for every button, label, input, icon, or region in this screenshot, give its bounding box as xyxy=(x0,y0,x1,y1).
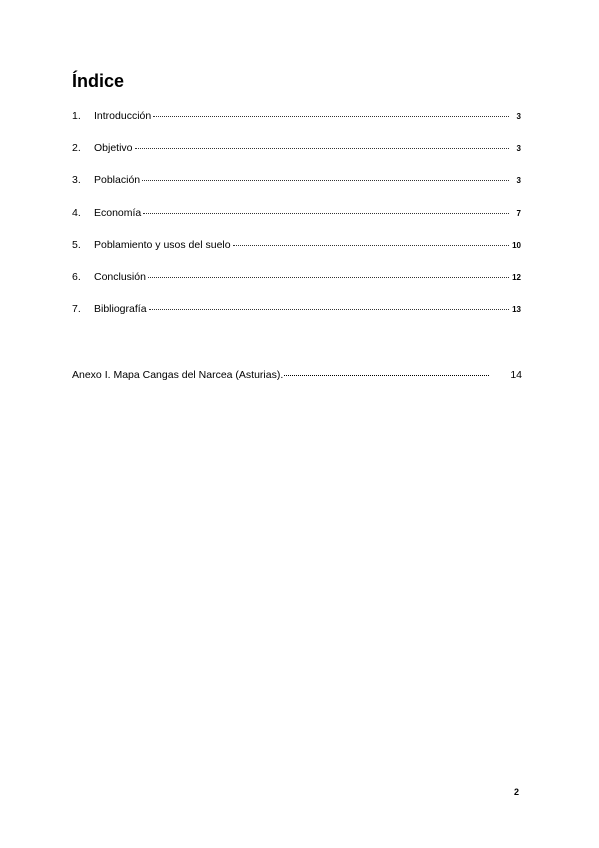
toc-dot-leader xyxy=(233,244,509,246)
toc-entry-number: 4. xyxy=(72,206,81,219)
toc-entry-page: 7 xyxy=(516,208,521,218)
toc-entry-title: Poblamiento y usos del suelo xyxy=(94,238,231,251)
toc-entry-number: 5. xyxy=(72,238,81,251)
toc-dot-leader xyxy=(149,308,509,310)
annex-entry[interactable] xyxy=(72,368,522,382)
table-of-contents xyxy=(72,109,521,334)
toc-entry[interactable] xyxy=(72,173,521,205)
toc-entry-number: 1. xyxy=(72,110,81,122)
toc-entry-number: 2. xyxy=(72,142,81,155)
toc-entry-title: Economía xyxy=(94,206,142,219)
toc-entry-page: 12 xyxy=(512,272,521,282)
toc-entry[interactable] xyxy=(72,206,521,238)
page-number: 2 xyxy=(514,787,520,797)
toc-entry-page: 10 xyxy=(512,240,521,250)
toc-entry[interactable] xyxy=(72,270,521,302)
toc-dot-leader xyxy=(142,179,509,181)
toc-entry-number: 6. xyxy=(72,270,81,283)
toc-entry-title: Conclusión xyxy=(94,270,146,283)
toc-entry-title: Bibliografía xyxy=(94,303,147,316)
annex-dot-leader xyxy=(284,374,489,376)
toc-entry-page: 13 xyxy=(512,305,521,315)
toc-dot-leader xyxy=(153,115,509,117)
toc-entry-page: 3 xyxy=(516,176,521,186)
toc-entry[interactable] xyxy=(72,141,521,173)
toc-entry[interactable] xyxy=(72,238,521,270)
annex-title: Anexo I. Mapa Cangas del Narcea (Asturias). xyxy=(72,369,284,381)
toc-dot-leader xyxy=(148,276,509,278)
toc-entry-title: Objetivo xyxy=(94,142,133,155)
toc-entry-title: Introducción xyxy=(94,110,152,122)
index-title: Índice xyxy=(72,71,125,91)
toc-entry-page: 3 xyxy=(516,112,521,121)
toc-entry[interactable] xyxy=(72,302,521,334)
toc-dot-leader xyxy=(135,147,509,149)
toc-entry-title: Población xyxy=(94,174,141,187)
toc-entry-page: 3 xyxy=(516,144,521,154)
toc-entry-number: 7. xyxy=(72,303,81,316)
annex-page: 14 xyxy=(510,369,522,381)
toc-entry-number: 3. xyxy=(72,174,81,187)
toc-dot-leader xyxy=(143,212,509,214)
toc-entry[interactable] xyxy=(72,109,521,141)
